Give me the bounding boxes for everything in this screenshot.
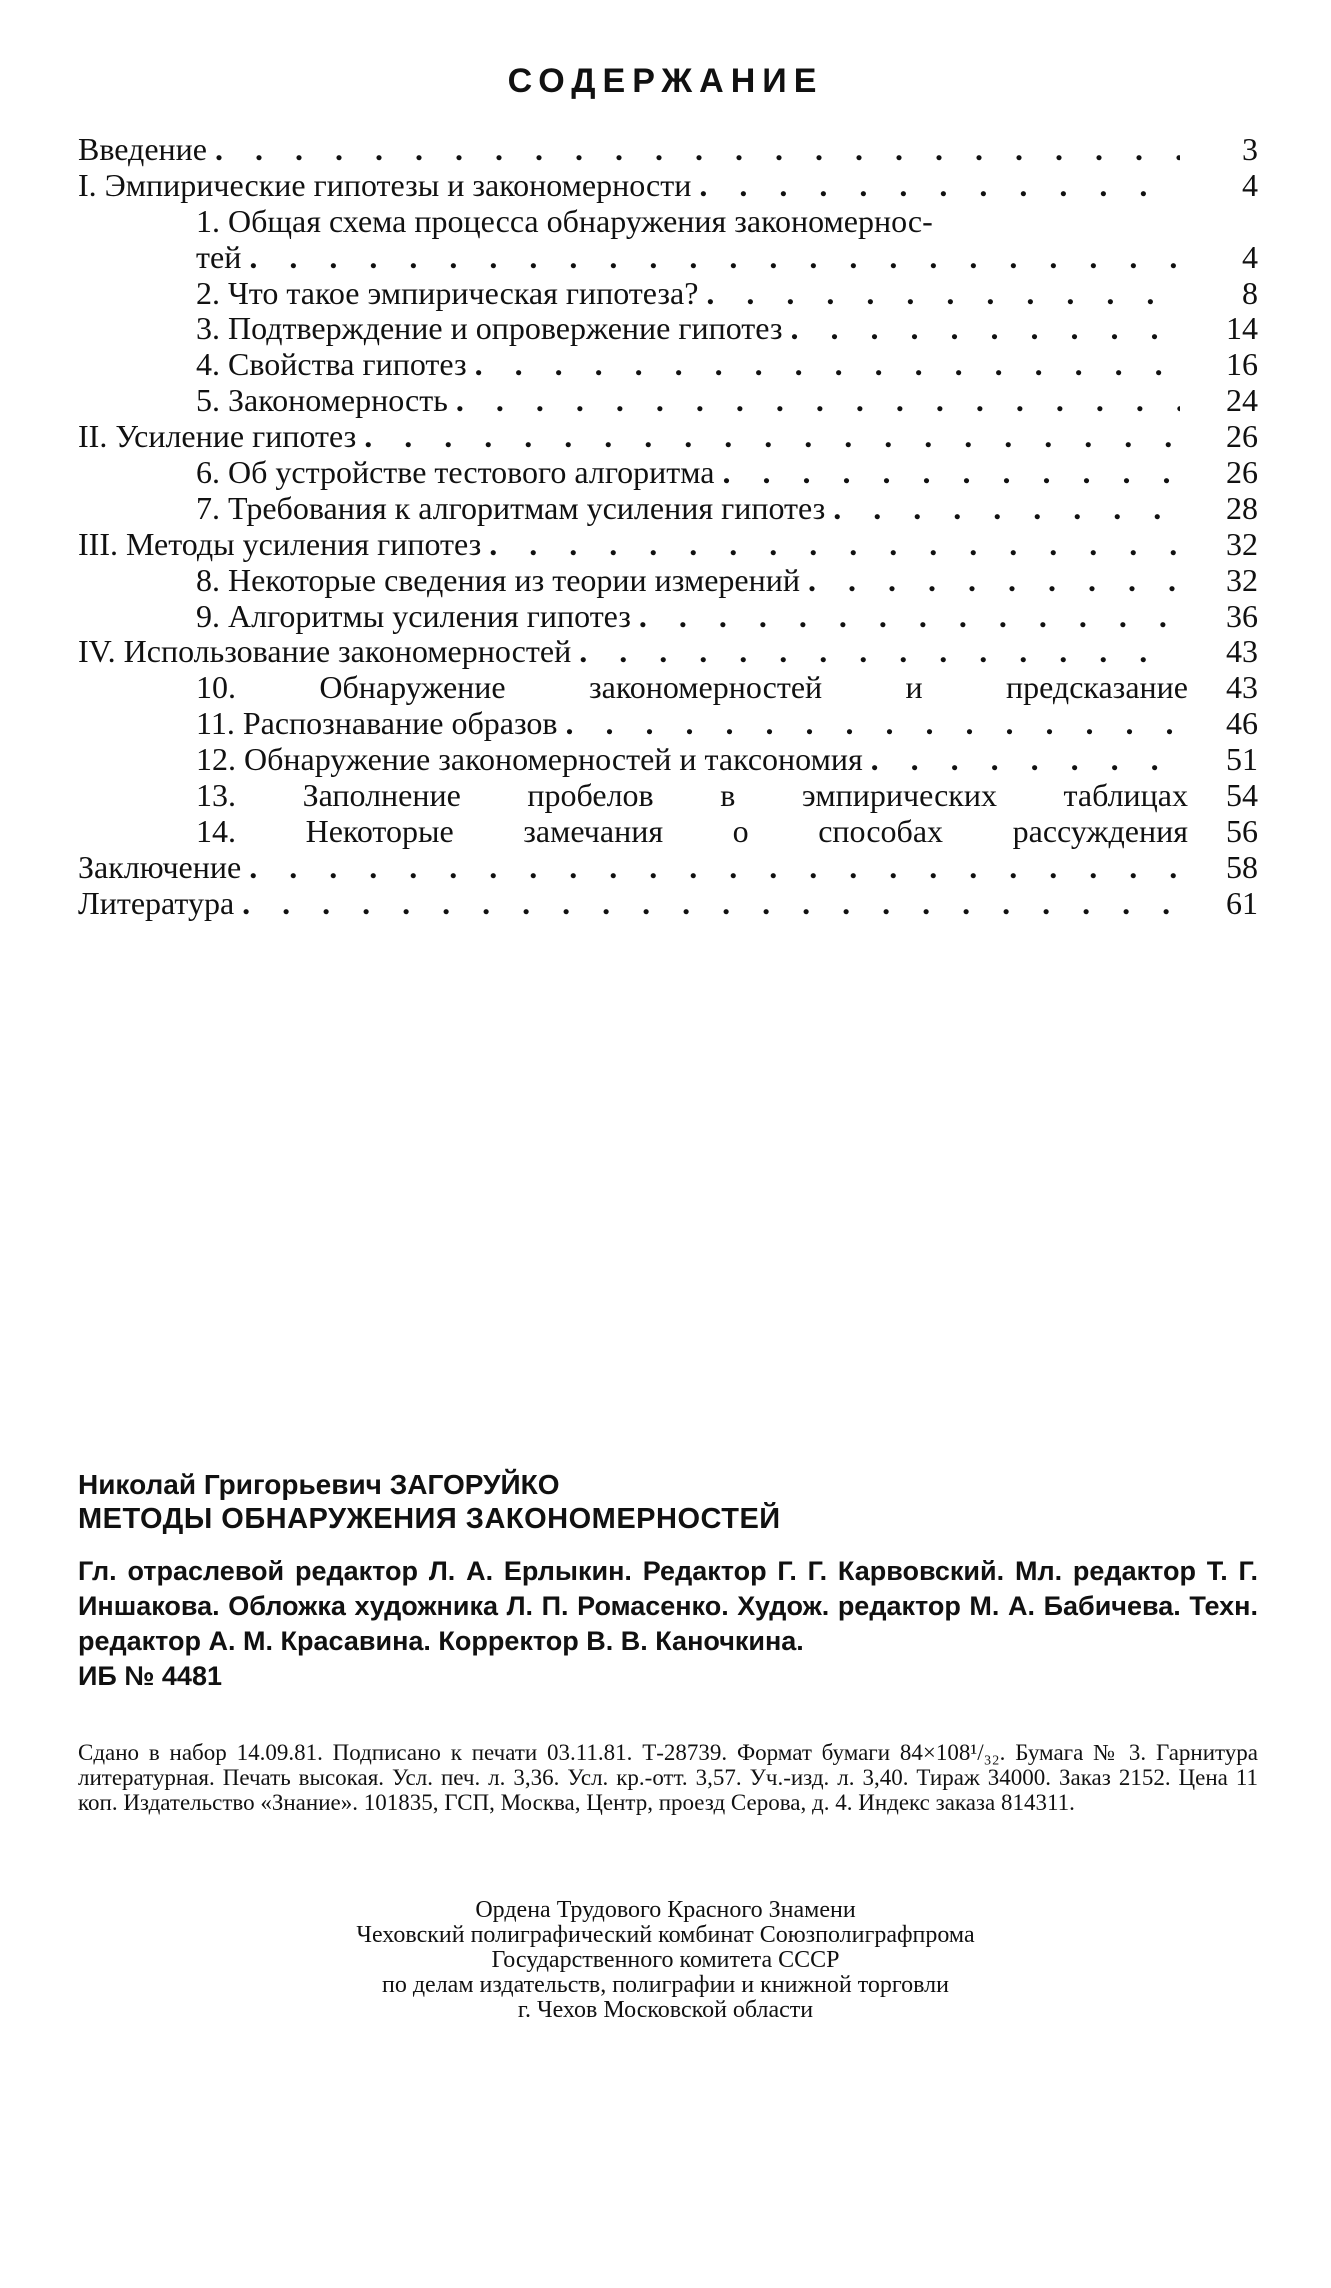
dot-leader (808, 563, 1180, 599)
book-title: МЕТОДЫ ОБНАРУЖЕНИЯ ЗАКОНОМЕРНОСТЕЙ (78, 1503, 781, 1535)
toc-entry-title: 7. Требования к алгоритмам усиления гипотез (196, 489, 826, 526)
toc-word: и (905, 669, 923, 706)
toc-word: способах (818, 812, 944, 849)
toc-word: Обнаружение (319, 669, 506, 706)
toc-page-number: 24 (1226, 382, 1258, 419)
toc-entry-title (196, 670, 1188, 706)
printer-line: по делам издательств, полиграфии и книжной торговли (382, 1972, 949, 1998)
toc-entry-section-3[interactable] (78, 311, 1258, 347)
toc-entry-title (196, 814, 1188, 850)
dot-leader (699, 168, 1180, 204)
toc-entry-literature[interactable] (78, 886, 1258, 922)
dot-leader (456, 383, 1180, 419)
book-author: Николай Григорьевич ЗАГОРУЙКО (78, 1469, 560, 1500)
toc-entry-title: 2. Что такое эмпирическая гипотеза? (196, 274, 699, 311)
toc-entry-title: Заключение (78, 848, 242, 885)
toc-page-number: 26 (1226, 454, 1258, 491)
toc-entry-chapter-3[interactable] (78, 527, 1258, 563)
dot-leader (871, 742, 1180, 778)
toc-entry-title: II. Усиление гипотез (78, 418, 357, 455)
toc-entry-title: 4. Свойства гипотез (196, 346, 467, 383)
toc-word: Некоторые (305, 812, 454, 849)
toc-page-number: 56 (1226, 812, 1258, 849)
toc-entry-section-11[interactable] (78, 706, 1258, 742)
toc-entry-section-7[interactable] (78, 491, 1258, 527)
toc-entry-section-6[interactable] (78, 455, 1258, 491)
toc-word: 13. (196, 777, 236, 814)
printer-line: Ордена Трудового Красного Знамени (475, 1897, 856, 1923)
table-of-contents (78, 132, 1258, 922)
dot-leader (364, 419, 1180, 455)
contents-heading: СОДЕРЖАНИЕ (507, 62, 824, 100)
toc-entry-section-1-line2[interactable] (78, 240, 1258, 276)
dot-leader (475, 347, 1180, 383)
printer-line: г. Чехов Московской области (517, 1997, 814, 2023)
editorial-credits: Гл. отраслевой редактор Л. А. Ерлыкин. Редактор Г. Г. Карвовский. Мл. редактор Т. Г. Иншакова. Обложка художника Л. П. Ромасенко. Худож. редактор М. А. Бабичева. Техн. редактор А. М. Красавина. Корректор В. В. Каночкина. (78, 1556, 1258, 1656)
toc-entry-section-5[interactable] (78, 383, 1258, 419)
toc-page-number: 58 (1226, 848, 1258, 885)
toc-page-number: 61 (1226, 884, 1258, 921)
toc-entry-section-8[interactable] (78, 563, 1258, 599)
toc-entry-title: 8. Некоторые сведения из теории измерений (196, 561, 800, 598)
toc-entry-title: 5. Закономерность (196, 382, 448, 419)
toc-entry-title (196, 778, 1188, 814)
toc-entry-introduction[interactable] (78, 132, 1258, 168)
toc-entry-title: III. Методы усиления гипотез (78, 525, 482, 562)
toc-page-number: 3 (1242, 131, 1258, 167)
dot-leader (639, 599, 1180, 635)
dot-leader (566, 706, 1181, 742)
toc-entry-title: Введение (78, 131, 207, 167)
toc-entry-title: 9. Алгоритмы усиления гипотез (196, 597, 631, 634)
toc-entry-conclusion[interactable] (78, 850, 1258, 886)
toc-entry-section-1-line1[interactable] (78, 204, 1258, 240)
toc-word: 14. (196, 812, 236, 849)
toc-entry-section-13[interactable] (78, 778, 1258, 814)
toc-page-number: 54 (1226, 777, 1258, 814)
toc-entry-section-2[interactable] (78, 276, 1258, 312)
toc-word: Заполнение (302, 777, 461, 814)
toc-entry-section-12[interactable] (78, 742, 1258, 778)
toc-page-number: 32 (1226, 525, 1258, 562)
toc-page-number: 8 (1242, 274, 1258, 311)
toc-word: рассуждения (1012, 812, 1188, 849)
toc-entry-title: 6. Об устройстве тестового алгоритма (196, 454, 715, 491)
toc-word: о (732, 812, 749, 849)
toc-entry-title-continued: тей (196, 238, 242, 275)
toc-page-number: 4 (1242, 166, 1258, 203)
toc-entry-section-10[interactable] (78, 670, 1258, 706)
toc-entry-title: I. Эмпирические гипотезы и закономерности (78, 166, 692, 203)
toc-page-number: 46 (1226, 705, 1258, 742)
toc-entry-title: IV. Использование закономерностей (78, 633, 572, 670)
toc-entry-title: 12. Обнаружение закономерностей и таксономия (196, 741, 863, 778)
toc-entry-title: 3. Подтверждение и опровержение гипотез (196, 310, 783, 347)
toc-page-number: 28 (1226, 489, 1258, 526)
toc-word: замечания (523, 812, 664, 849)
dot-leader (833, 491, 1180, 527)
toc-page-number: 36 (1226, 597, 1258, 634)
publication-details: Сдано в набор 14.09.81. Подписано к печати 03.11.81. Т-28739. Формат бумаги 84×108¹/₃₂. Бумага № 3. Гарнитура литературная. Печать высокая. Усл. печ. л. 3,36. Усл. кр.-отт. 3,57. Уч.-изд. л. 3,40. Тираж 34000. Заказ 2152. Цена 11 коп. Издательство «Знание». 101835, ГСП, Москва, Центр, проезд Серова, д. 4. Индекс заказа 814311. (78, 1740, 1258, 1815)
toc-page-number: 4 (1242, 238, 1258, 275)
printer-info (0, 1898, 1331, 2023)
toc-entry-section-14[interactable] (78, 814, 1258, 850)
toc-word: 10. (196, 669, 236, 706)
printer-line: Чеховский полиграфический комбинат Союзполиграфпрома (356, 1922, 975, 1948)
toc-entry-title: Литература (78, 884, 235, 921)
toc-word: закономерностей (588, 669, 823, 706)
toc-entry-section-4[interactable] (78, 347, 1258, 383)
toc-entry-title: 11. Распознавание образов (196, 705, 558, 742)
printer-line: Государственного комитета СССР (491, 1947, 840, 1973)
dot-leader (242, 886, 1180, 922)
dot-leader (249, 240, 1180, 276)
toc-entry-chapter-2[interactable] (78, 419, 1258, 455)
book-imprint (78, 1468, 1258, 1694)
toc-entry-section-9[interactable] (78, 599, 1258, 635)
toc-entry-chapter-1[interactable] (78, 168, 1258, 204)
toc-word: предсказание (1006, 669, 1188, 706)
toc-word: пробелов (527, 777, 654, 814)
toc-word: в (720, 777, 736, 814)
ib-number: ИБ № 4481 (78, 1661, 222, 1691)
dot-leader (579, 634, 1180, 670)
dot-leader (489, 527, 1180, 563)
toc-page-number: 43 (1226, 633, 1258, 670)
toc-word: эмпирических (801, 777, 997, 814)
toc-page-number: 32 (1226, 561, 1258, 598)
toc-page-number: 16 (1226, 346, 1258, 383)
toc-word: таблицах (1063, 777, 1188, 814)
toc-page-number: 43 (1226, 669, 1258, 706)
toc-entry-title: 1. Общая схема процесса обнаружения закономернос- (196, 202, 933, 239)
dot-leader (723, 455, 1181, 491)
dot-leader (706, 276, 1180, 312)
toc-page-number: 26 (1226, 418, 1258, 455)
toc-page-number: 14 (1226, 310, 1258, 347)
dot-leader (215, 132, 1180, 168)
toc-page-number: 51 (1226, 741, 1258, 778)
toc-entry-chapter-4[interactable] (78, 634, 1258, 670)
dot-leader (791, 311, 1180, 347)
dot-leader (249, 850, 1180, 886)
